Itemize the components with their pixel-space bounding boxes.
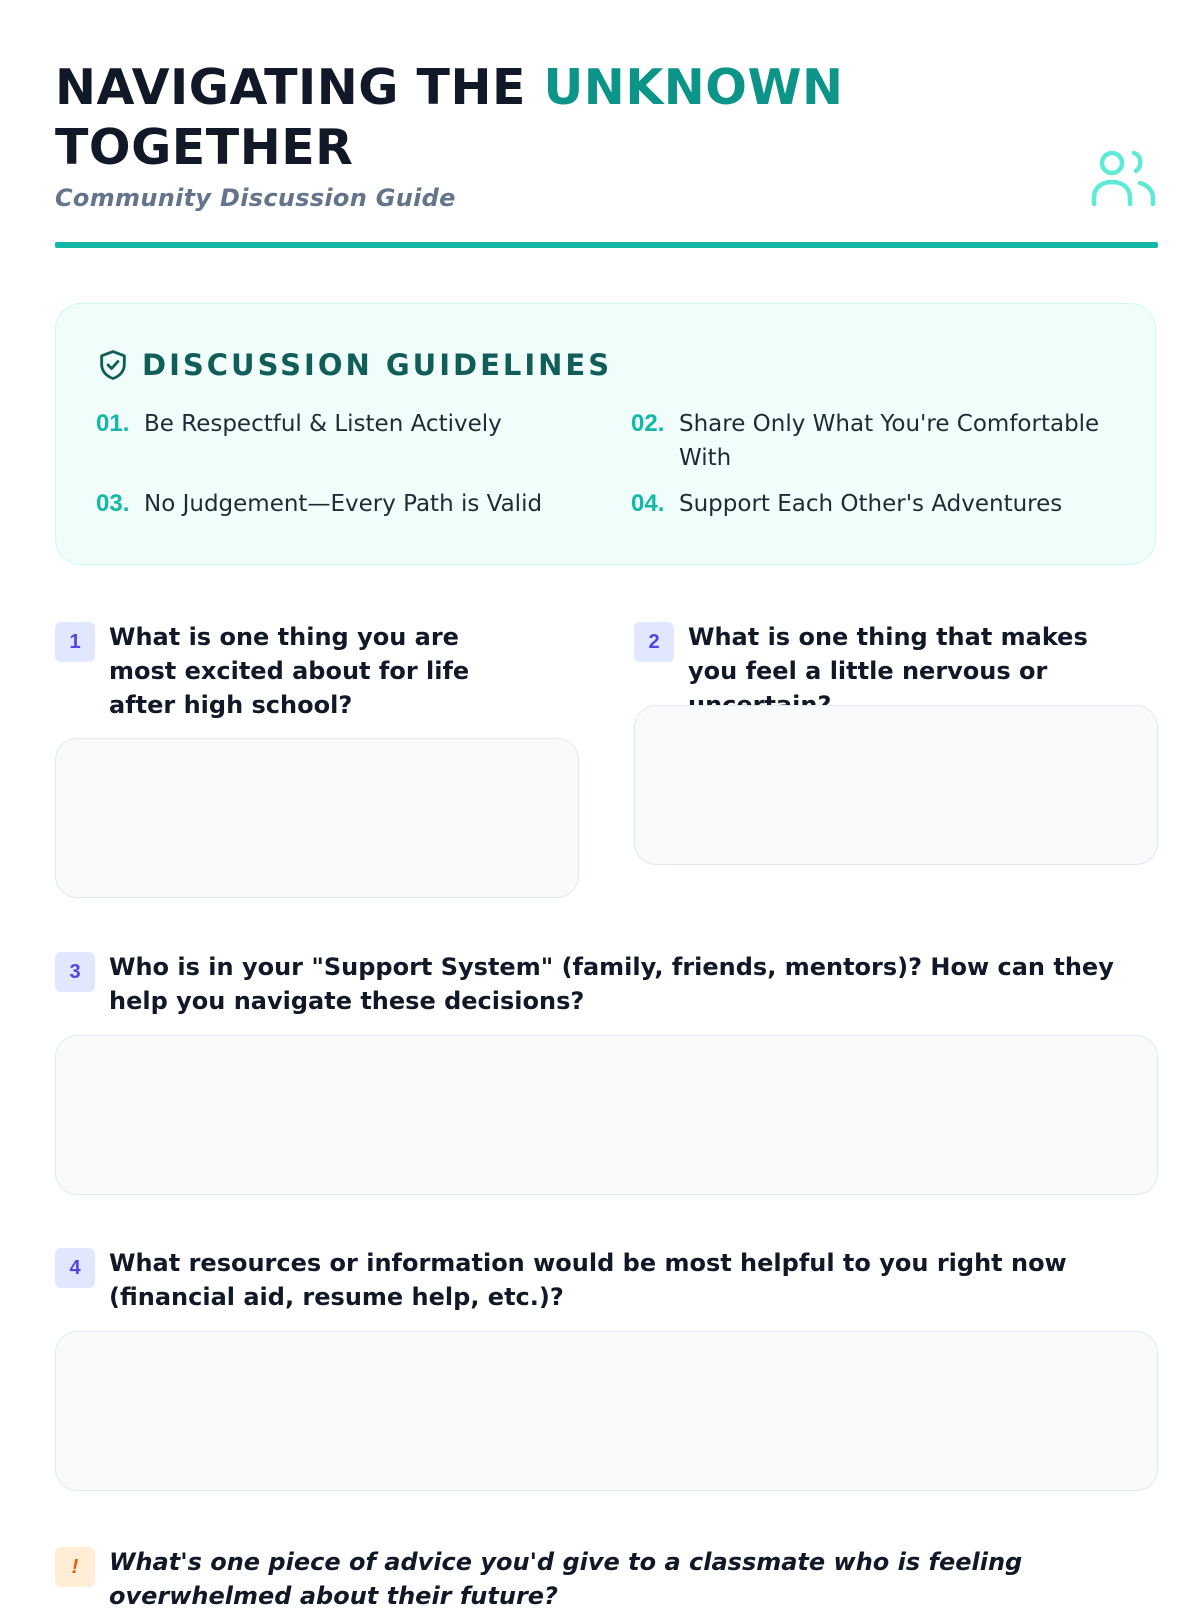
users-icon [1090, 146, 1158, 214]
guideline-item [631, 487, 1111, 521]
guideline-text: Share Only What You're Comfortable With [679, 411, 1100, 471]
guideline-item [96, 407, 576, 441]
guideline-text: Be Respectful & Listen Actively [144, 411, 502, 437]
title-accent: UNKNOWN [543, 59, 844, 116]
question-text: Who is in your "Support System" (family, friends, mentors)? How can they help you navigate these decisions? [109, 953, 1114, 1015]
guidelines-box [55, 303, 1156, 565]
guideline-number: 03. [96, 490, 130, 517]
question-1 [55, 620, 525, 722]
guidelines-title: DISCUSSION GUIDELINES [142, 348, 613, 382]
question-number-badge: 4 [55, 1248, 95, 1288]
question-text: What is one thing that makes you feel a little nervous or [688, 623, 1088, 685]
guideline-text: No Judgement—Every Path is Valid [144, 491, 543, 517]
answer-box-1[interactable] [55, 738, 579, 898]
question-number-badge: 2 [634, 622, 674, 662]
header-divider [55, 242, 1158, 248]
title-part-1: NAVIGATING THE [55, 59, 544, 116]
page-title [55, 58, 875, 178]
final-question [55, 1545, 1158, 1613]
guideline-number: 01. [96, 410, 130, 437]
answer-box-3[interactable] [55, 1035, 1158, 1195]
answer-box-4[interactable] [55, 1331, 1158, 1491]
question-3 [55, 950, 1158, 1018]
shield-check-icon [96, 348, 130, 382]
guideline-item [631, 407, 1111, 475]
header [55, 58, 1158, 212]
question-text: What is one thing you are most excited about for life after high school? [109, 623, 470, 719]
page-subtitle: Community Discussion Guide [55, 184, 456, 212]
question-number-badge: 3 [55, 952, 95, 992]
guideline-number: 04. [631, 490, 665, 517]
guideline-number: 02. [631, 410, 665, 437]
question-text: What's one piece of advice you'd give to a classmate who is feeling overwhelmed about their future? [109, 1548, 1023, 1610]
title-part-2: TOGETHER [55, 119, 354, 176]
question-4 [55, 1246, 1158, 1314]
guidelines-heading [96, 348, 612, 382]
question-number-badge: 1 [55, 622, 95, 662]
answer-box-2[interactable] [634, 705, 1158, 865]
question-text: What resources or information would be most helpful to you right now (financial aid, resume help, etc.)? [109, 1249, 1067, 1311]
guideline-item [96, 487, 576, 521]
alert-badge: ! [55, 1547, 95, 1587]
guideline-text: Support Each Other's Adventures [679, 491, 1063, 517]
